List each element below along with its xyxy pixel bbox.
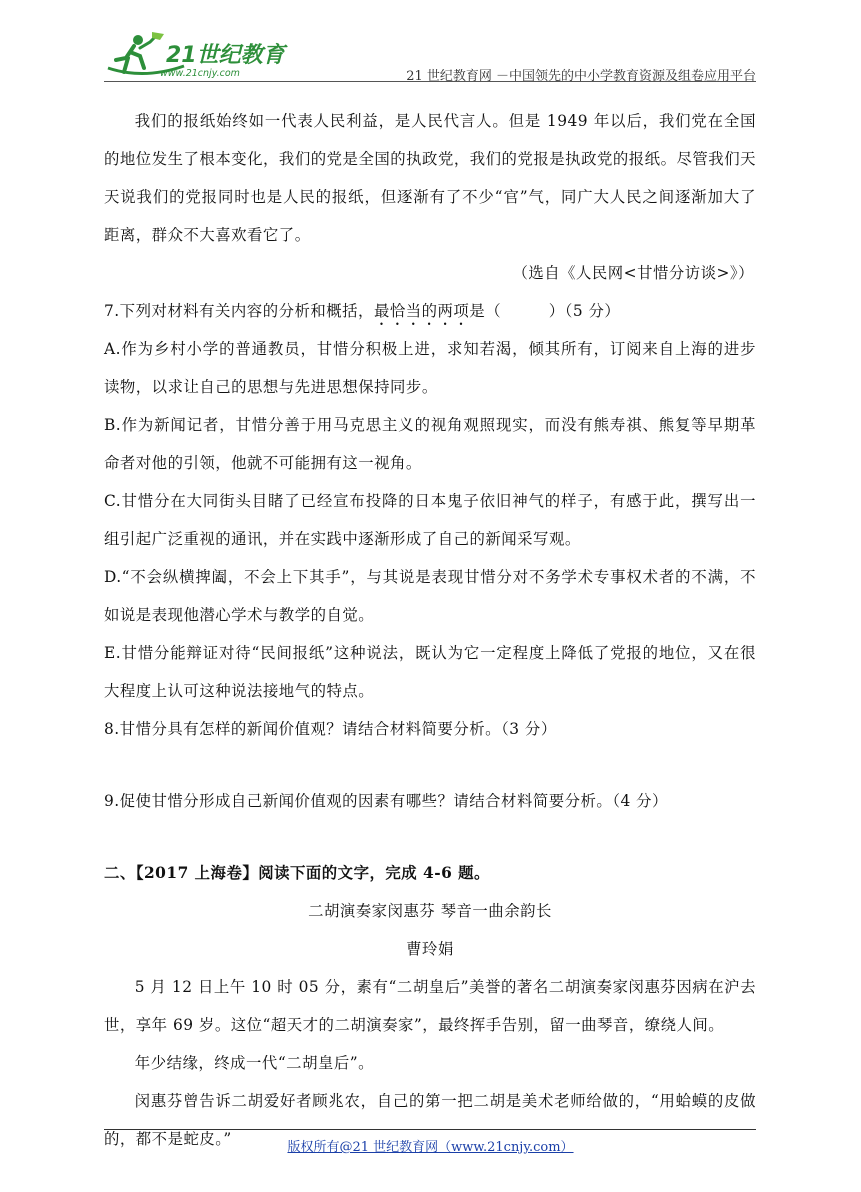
article-title: 二胡演奏家闵惠芬 琴音一曲余韵长 [308,902,552,920]
question-9: 9.促使甘惜分形成自己新闻价值观的因素有哪些？请结合材料简要分析。（4 分） [104,792,668,810]
svg-text:21世纪教育: 21世纪教育 [166,43,285,68]
page-header [104,28,756,84]
site-logo[interactable] [104,28,294,82]
paragraph: 我们的报纸始终如一代表人民利益，是人民代言人。但是 1949 年以后，我们党在全国的地位发生了根本变化，我们的党是全国的执政党，我们的党报是执政党的报纸。尽管我们天天说我们的党报同时也是人民的报纸，但逐渐有了不少“官”气，同广大人民之间逐渐加大了距离，群众不大喜欢看它了。 [104,112,756,244]
option-e: E.甘惜分能辩证对待“民间报纸”这种说法，既认为它一定程度上降低了党报的地位，又在很大程度上认可这种说法接地气的特点。 [104,644,756,700]
header-divider [104,81,756,82]
svg-text:www.21cnjy.com: www.21cnjy.com [160,68,240,79]
footer-divider [104,1129,756,1130]
question-8: 8.甘惜分具有怎样的新闻价值观？请结合材料简要分析。（3 分） [104,720,557,738]
option-d: D.“不会纵横捭阖，不会上下其手”，与其说是表现甘惜分对不务学术专事权术者的不满，不如说是表现他潜心学术与教学的自觉。 [104,568,756,624]
document-body [104,102,756,1158]
question-7-stem-a: 7.下列对材料有关内容的分析和概括， [104,302,374,320]
question-7-stem-b: 是（ ）（5 分） [469,302,621,320]
question-7-stem [104,292,756,330]
header-tagline: 21 世纪教育网 －中国领先的中小学教育资源及组卷应用平台 [406,69,756,84]
section-heading: 二、【2017 上海卷】阅读下面的文字，完成 4-6 题。 [104,864,490,882]
article-author: 曹玲娟 [406,940,454,958]
source-citation: （选自《人民网<甘惜分访谈>》） [512,264,754,282]
paragraph: 年少结缘，终成一代“二胡皇后”。 [134,1054,375,1072]
paragraph: 闵惠芬曾告诉二胡爱好者顾兆农，自己的第一把二胡是美术老师给做的，“用蛤蟆的皮做的，都不是蛇皮。” [104,1092,756,1148]
question-7-emphasis: 最恰当的两项 [373,302,470,320]
answer-space [104,748,756,782]
option-a: A.作为乡村小学的普通教员，甘惜分积极上进，求知若渴，倾其所有，订阅来自上海的进步读物，以求让自己的思想与先进思想保持同步。 [104,340,756,396]
runner-logo-icon [104,28,294,82]
paragraph: 5 月 12 日上午 10 时 05 分，素有“二胡皇后”美誉的著名二胡演奏家闵惠芬因病在沪去世，享年 69 岁。这位“超天才的二胡演奏家”，最终挥手告别，留一曲琴音，缭绕人间。 [104,978,756,1034]
option-c: C.甘惜分在大同街头目睹了已经宣布投降的日本鬼子依旧神气的样子，有感于此，撰写出一组引起广泛重视的通讯，并在实践中逐渐形成了自己的新闻采写观。 [104,492,756,548]
answer-space [104,820,756,854]
option-b: B.作为新闻记者，甘惜分善于用马克思主义的视角观照现实，而没有熊寿祺、熊复等早期革命者对他的引领，他就不可能拥有这一视角。 [104,416,756,472]
footer-copyright-link[interactable]: 版权所有@21 世纪教育网（www.21cnjy.com） [287,1140,574,1155]
